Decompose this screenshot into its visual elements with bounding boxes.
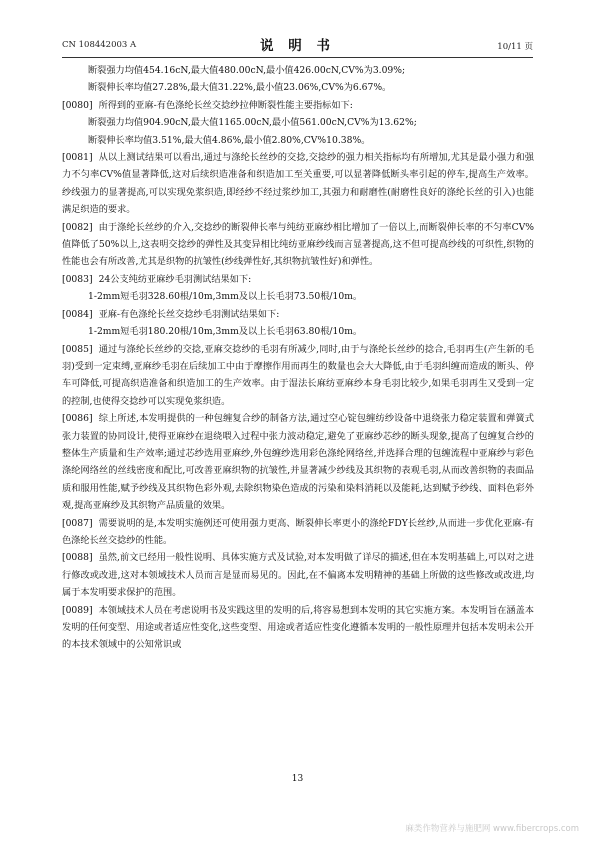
numbered-paragraph — [62, 271, 534, 288]
paragraph-number: [0083] — [62, 273, 93, 285]
paragraph-number: [0084] — [62, 308, 93, 320]
paragraph-text: 需要说明的是,本发明实施例还可使用强力更高、断裂伸长率更小的涤纶FDY长丝纱,从而进一步优化亚麻-有色涤纶长丝交捻纱的性能。 — [62, 517, 534, 546]
paragraph-text: 断裂强力均值454.16cN,最大值480.00cN,最小值426.00cN,CV%为3.09%; — [88, 65, 406, 76]
numbered-paragraph — [62, 97, 534, 114]
paragraph-text: 从以上测试结果可以看出,通过与涤纶长丝纱的交捻,交捻纱的强力相关指标均有所增加,尤其是最小强力和强力不匀率CV%值显著降低,这对后续织造准备和织造加工至关重要,可以显著降低断头率引起的停车,提高生产效率。纱线强力的显著提高,可以实现免浆织造,即经纱不经过浆纱加工,其强力和耐磨性(耐磨性良好的涤纶长丝的引入)也能满足织造的要求。 — [62, 152, 534, 216]
page-header — [62, 34, 533, 54]
numbered-paragraph — [62, 515, 534, 550]
page-number: 13 — [291, 774, 304, 784]
paragraph-text: 24公支纯纺亚麻纱毛羽测试结果如下: — [98, 273, 252, 285]
paragraph-text: 断裂强力均值904.90cN,最大值1165.00cN,最小值561.00cN,CV%为13.62%; — [88, 117, 417, 129]
indented-line — [62, 114, 534, 131]
numbered-paragraph — [62, 219, 534, 271]
numbered-paragraph — [62, 410, 534, 514]
document-title: 说 明 书 — [260, 38, 335, 54]
paragraph-text: 断裂伸长率均值27.28%,最大值31.22%,最小值23.06%,CV%为6.67%。 — [88, 82, 392, 94]
numbered-paragraph — [62, 306, 534, 323]
paragraph-number: [0086] — [62, 413, 93, 425]
paragraph-text: 断裂伸长率均值3.51%,最大值4.86%,最小值2.80%,CV%10.38%。 — [88, 134, 371, 146]
indented-line — [62, 62, 534, 79]
paragraph-number: [0081] — [62, 152, 93, 164]
paragraph-text: 1-2mm短毛羽180.20根/10m,3mm及以上长毛羽63.80根/10m。 — [88, 326, 363, 338]
paragraph-number: [0085] — [62, 343, 93, 355]
document-body — [62, 62, 534, 654]
paragraph-number: [0080] — [62, 99, 93, 111]
paragraph-text: 亚麻-有色涤纶长丝交捻纱毛羽测试结果如下: — [98, 308, 280, 320]
indented-line — [62, 323, 534, 340]
paragraph-number: [0087] — [62, 517, 93, 529]
indented-line — [62, 79, 534, 96]
paragraph-text: 综上所述,本发明提供的一种包缠复合纱的制备方法,通过空心锭包缠纺纱设备中退绕张力稳定装置和弹簧式张力装置的协同设计,使得亚麻纱在退绕喂入过程中张力波动稳定,避免了亚麻纱芯纱的断头现象,提高了包缠复合纱的整体生产质量和生产效率;通过芯纱选用亚麻纱,外包缠纱选用彩色涤纶网络丝,并选择合理的包缠流程中亚麻纱与彩色涤纶网络丝的丝线密度和配比,可改善亚麻织物的抗皱性,并显著减少纱线及其织物的表观毛羽,从而改善织物的表面品质和服用性能,赋予纱线及其织物色彩外观,去除织物染色造成的污染和染料消耗以及能耗,达到赋予纱线、面料色彩外观,提高亚麻纱及其织物产品质量的效果。 — [62, 413, 534, 512]
paragraph-text: 由于涤纶长丝纱的介入,交捻纱的断裂伸长率与纯纺亚麻纱相比增加了一倍以上,而断裂伸长率的不匀率CV%值降低了50%以上,这表明交捻纱的弹性及其变异相比纯纺亚麻纱线而言显著提高,这不但可提高纱线的可织性,织物的性能也会有所改善,尤其是织物的抗皱性(纱线弹性好,其织物抗皱性好)和弹性。 — [62, 221, 534, 268]
header-rule — [62, 57, 533, 58]
indented-line — [62, 288, 534, 305]
paragraph-text: 所得到的亚麻-有色涤纶长丝交捻纱拉伸断裂性能主要指标如下: — [98, 99, 353, 111]
paragraph-text: 虽然,前文已经用一般性说明、具体实施方式及试验,对本发明做了详尽的描述,但在本发明基础上,可以对之进行修改或改进,这对本领域技术人员而言是显而易见的。因此,在不偏离本发明精神的基础上所做的这些修改或改进,均属于本发明要求保护的范围。 — [62, 552, 534, 599]
paragraph-text: 1-2mm短毛羽328.60根/10m,3mm及以上长毛羽73.50根/10m。 — [88, 291, 363, 303]
watermark: 麻类作物营养与施肥网 www.fibercrops.com — [405, 824, 579, 834]
paragraph-number: [0089] — [62, 604, 93, 616]
paragraph-number: [0088] — [62, 552, 93, 564]
publication-number: CN 108442003 A — [62, 40, 137, 50]
paragraph-number: [0082] — [62, 221, 93, 233]
paragraph-text: 通过与涤纶长丝纱的交捻,亚麻交捻纱的毛羽有所减少,同时,由于与涤纶长丝纱的捻合,毛羽再生(产生新的毛羽)受到一定束缚,亚麻纱毛羽在后续加工中由于摩擦作用而再生的数量也会大大降低,由于毛羽纠缠而造成的断头、停车可降低,可提高织造准备和织造加工的生产效率。由于湿法长麻纺亚麻纱本身毛羽比较少,如果毛羽再生又受到一定的控制,也使得交捻纱可以实现免浆织造。 — [62, 343, 534, 407]
paragraph-text: 本领域技术人员在考虑说明书及实践这里的发明的后,将容易想到本发明的其它实施方案。本发明旨在涵盖本发明的任何变型、用途或者适应性变化,这些变型、用途或者适应性变化遵循本发明的一般性原理并包括本发明未公开的本技术领域中的公知常识或 — [62, 604, 534, 651]
numbered-paragraph — [62, 602, 534, 654]
numbered-paragraph — [62, 149, 534, 219]
numbered-paragraph — [62, 549, 534, 601]
numbered-paragraph — [62, 341, 534, 411]
page-of-count: 10/11 页 — [497, 42, 533, 52]
indented-line — [62, 132, 534, 149]
